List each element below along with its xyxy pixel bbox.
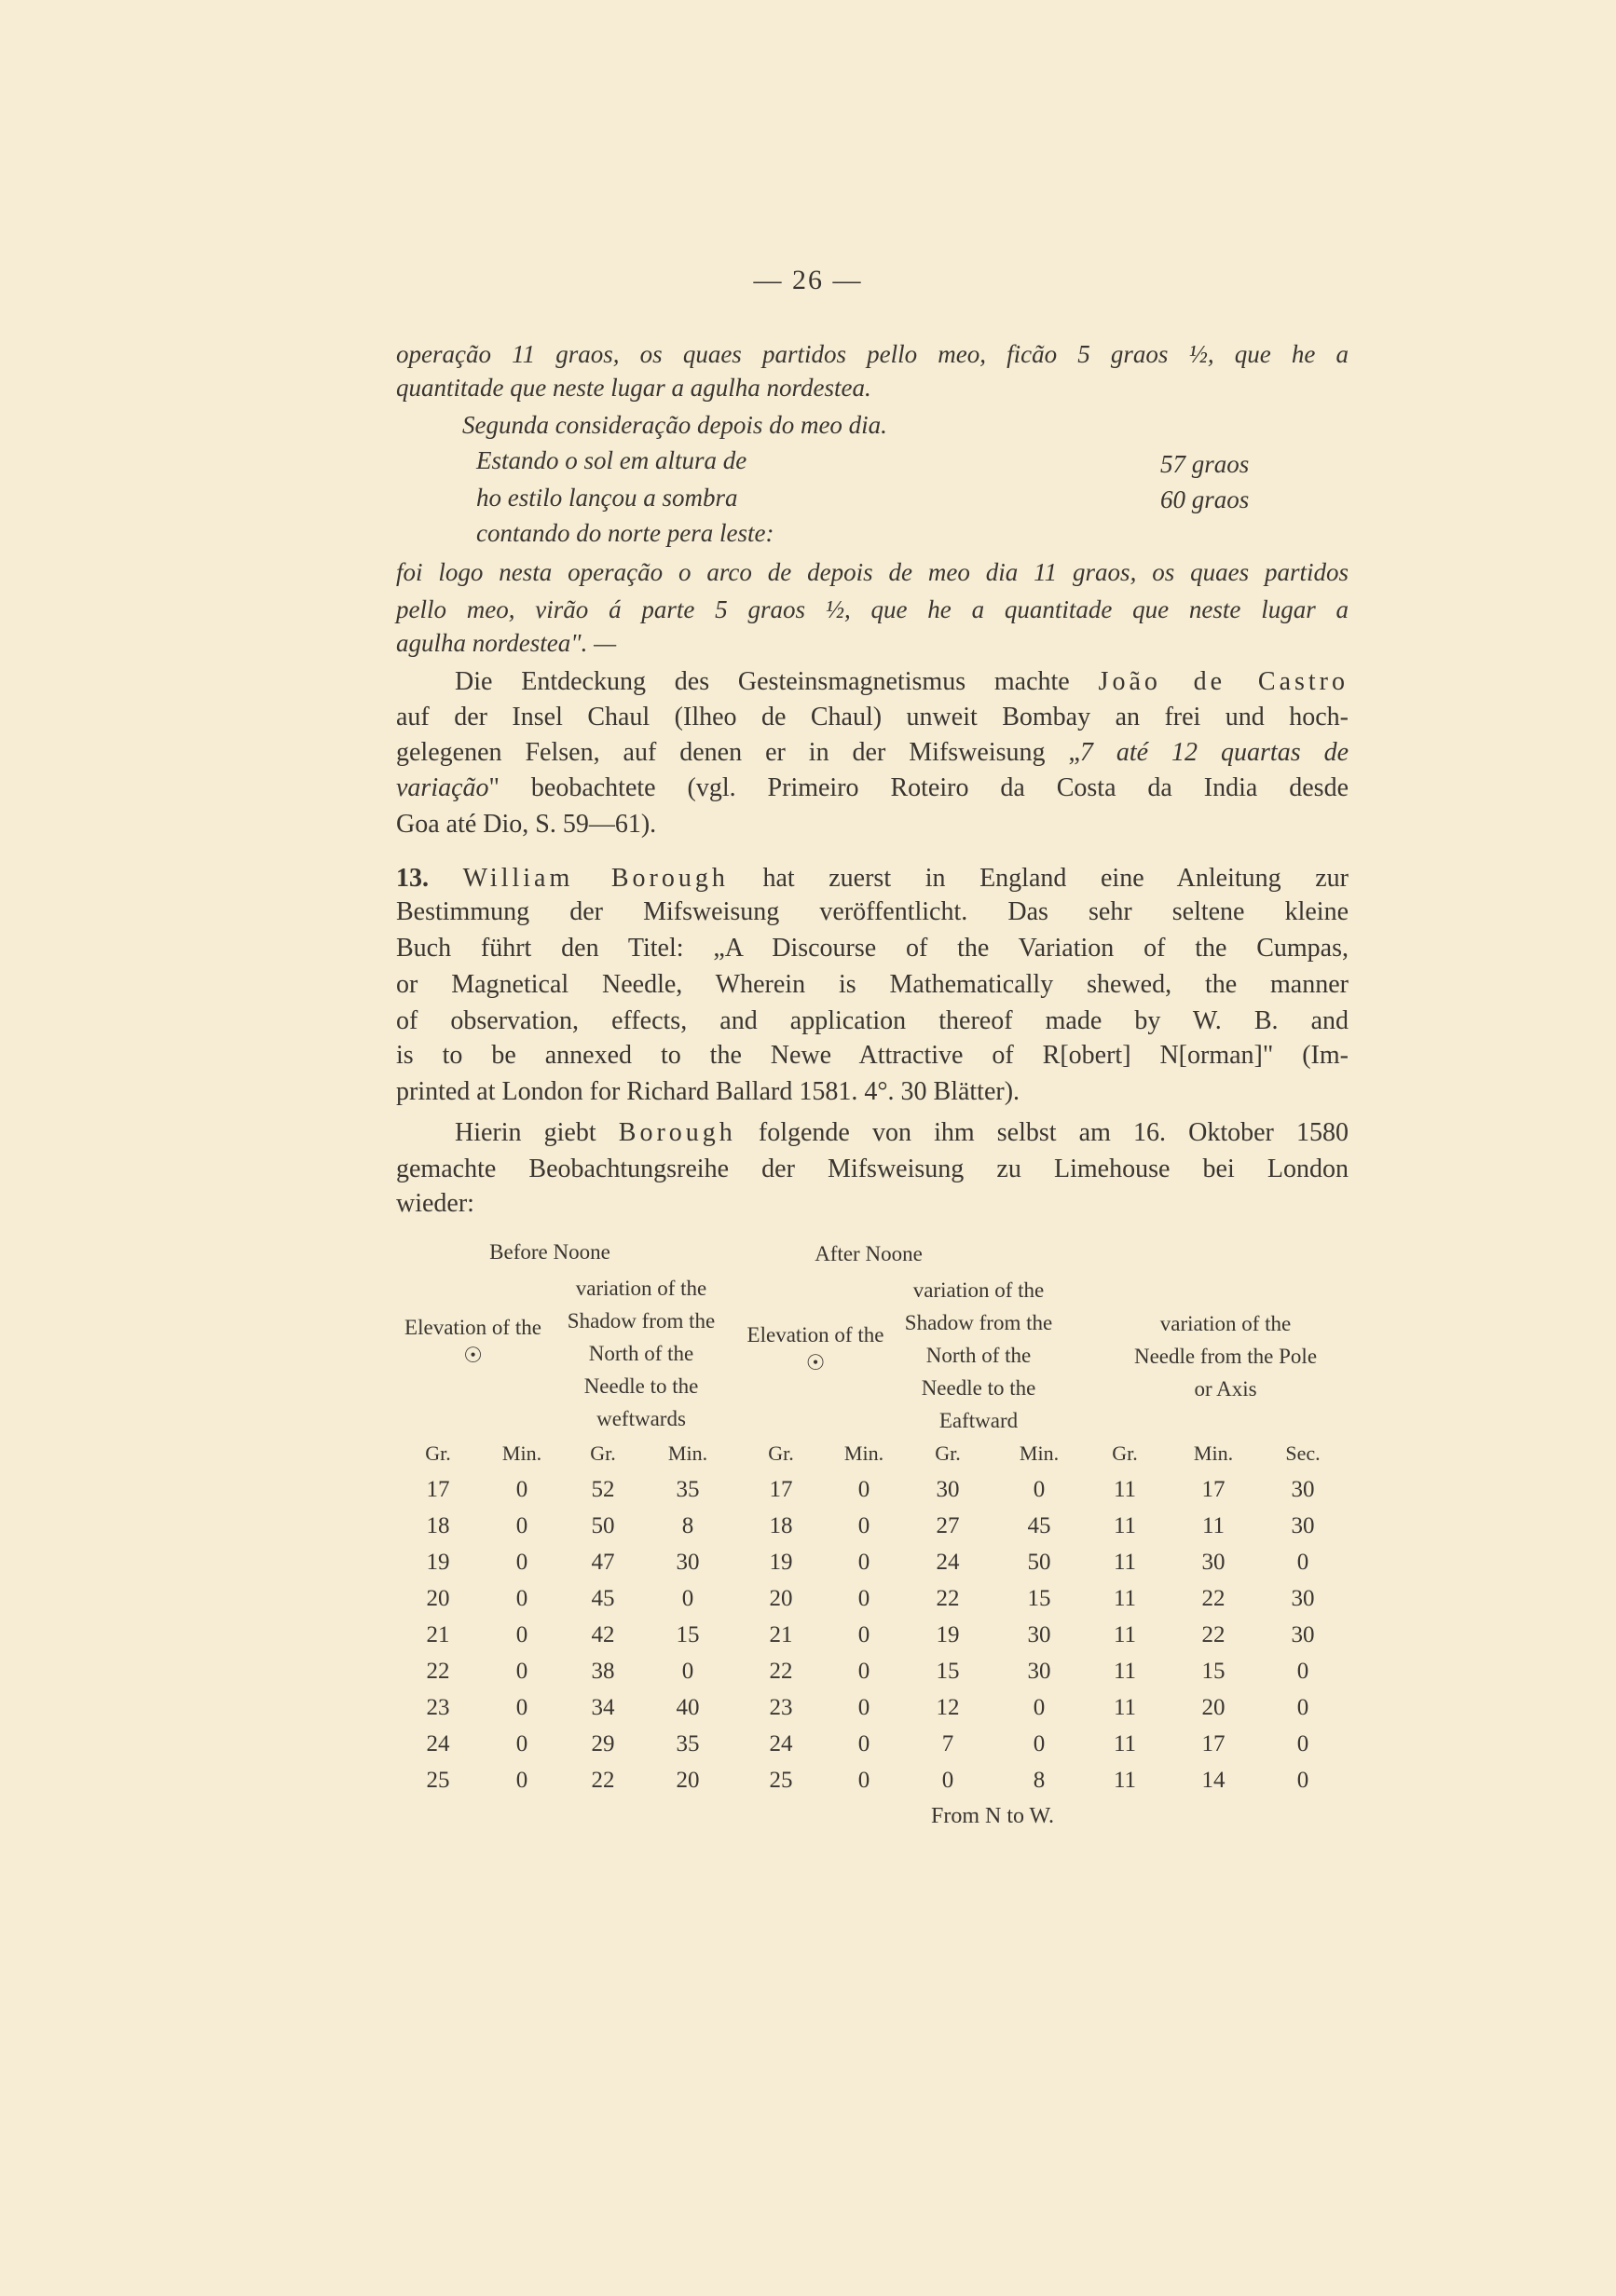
table-cell: 0 — [515, 1513, 528, 1538]
table-cell: 22 — [426, 1659, 450, 1684]
header-line: weftwards — [596, 1407, 686, 1430]
para1-line-2: auf der Insel Chaul (Ilheo de Chaul) unweit Bombay an frei und hoch- — [396, 703, 1349, 731]
header-variation-shadow-west — [548, 1272, 734, 1435]
table-cell: 30 — [1027, 1659, 1051, 1684]
table-cell: 25 — [426, 1768, 450, 1793]
table-cell: 15 — [1201, 1659, 1226, 1684]
table-cell: 0 — [857, 1659, 870, 1684]
table-cell: 0 — [857, 1586, 870, 1611]
header-line: Shadow from the — [567, 1309, 716, 1332]
table-cell: 11 — [1113, 1768, 1137, 1793]
table-cell: 22 — [1201, 1622, 1226, 1647]
table-cell: 50 — [591, 1513, 615, 1538]
table-cell: 0 — [857, 1768, 870, 1793]
table-cell: 42 — [591, 1622, 615, 1647]
para1-line-5: Goa até Dio, S. 59—61). — [396, 810, 657, 839]
table-cell: 19 — [426, 1550, 450, 1575]
table-cell: 20 — [769, 1586, 793, 1611]
unit-header: Min. — [1193, 1442, 1234, 1465]
unit-header: Sec. — [1285, 1442, 1321, 1465]
para1-line-4: variação" beobachtete (vgl. Primeiro Roteiro da Costa da India desde — [396, 773, 1349, 802]
header-line: North of the — [925, 1344, 1032, 1367]
quote-line-9: agulha nordestea". — — [396, 629, 617, 657]
table-cell: 11 — [1113, 1586, 1137, 1611]
header-line: Needle from the Pole — [1133, 1345, 1318, 1368]
header-elevation-before: Elevation of the ☉ — [404, 1316, 541, 1367]
table-cell: 30 — [1291, 1586, 1315, 1611]
table-cell: 15 — [1027, 1586, 1051, 1611]
header-variation-needle — [1086, 1307, 1365, 1405]
table-cell: 0 — [681, 1659, 694, 1684]
table-cell: 18 — [769, 1513, 793, 1538]
table-cell: 47 — [591, 1550, 615, 1575]
table-footer-note: From N to W. — [930, 1804, 1055, 1828]
table-cell: 0 — [515, 1695, 528, 1720]
table-cell: 21 — [426, 1622, 450, 1647]
table-cell: 0 — [857, 1731, 870, 1756]
quote-row1-right: 57 graos — [1160, 450, 1250, 478]
table-cell: 0 — [1296, 1659, 1309, 1684]
quote-line-7: foi logo nesta operação o arco de depois de meo dia 11 graos, os quaes partidos — [396, 558, 1349, 586]
table-cell: 45 — [1027, 1513, 1051, 1538]
header-line: variation of the — [575, 1277, 707, 1300]
table-cell: 11 — [1113, 1695, 1137, 1720]
quote-line-1: operação 11 graos, os quaes partidos pello meo, ficão 5 graos ½, que he a — [396, 340, 1349, 368]
table-cell: 0 — [515, 1586, 528, 1611]
table-cell: 19 — [769, 1550, 793, 1575]
header-line: Needle to the — [583, 1374, 699, 1398]
para2-line-4: or Magnetical Needle, Wherein is Mathematically shewed, the manner — [396, 970, 1349, 999]
para3-line-2: gemachte Beobachtungsreihe der Mifsweisung zu Limehouse bei London — [396, 1155, 1349, 1183]
table-cell: 0 — [1296, 1731, 1309, 1756]
table-cell: 11 — [1113, 1550, 1137, 1575]
quote-row2-left: ho estilo lançou a sombra — [476, 484, 738, 512]
table-cell: 30 — [1291, 1513, 1315, 1538]
unit-header: Gr. — [768, 1442, 794, 1465]
table-cell: 30 — [1291, 1477, 1315, 1502]
table-cell: 11 — [1113, 1622, 1137, 1647]
table-cell: 34 — [591, 1695, 615, 1720]
table-cell: 23 — [769, 1695, 793, 1720]
table-cell: 0 — [515, 1731, 528, 1756]
table-cell: 22 — [936, 1586, 960, 1611]
table-cell: 7 — [941, 1731, 954, 1756]
table-cell: 30 — [1027, 1622, 1051, 1647]
table-cell: 20 — [1201, 1695, 1226, 1720]
table-cell: 17 — [1201, 1731, 1226, 1756]
table-cell: 18 — [426, 1513, 450, 1538]
para2-line-2: Bestimmung der Mifsweisung veröffentlicht. Das sehr seltene kleine — [396, 897, 1349, 926]
para2-line-5: of observation, effects, and application thereof made by W. B. and — [396, 1006, 1349, 1035]
table-cell: 17 — [1201, 1477, 1226, 1502]
table-cell: 40 — [676, 1695, 700, 1720]
table-cell: 0 — [681, 1586, 694, 1611]
table-cell: 22 — [769, 1659, 793, 1684]
para2-line-6: is to be annexed to the Newe Attractive of R[obert] N[orman]" (Im- — [396, 1041, 1349, 1070]
quote-row2-right: 60 graos — [1160, 485, 1250, 513]
para2-line-1: 13. William Borough hat zuerst in England eine Anleitung zur — [396, 864, 1349, 893]
table-cell: 22 — [591, 1768, 615, 1793]
table-cell: 25 — [769, 1768, 793, 1793]
header-elevation-after: Elevation of the ☉ — [746, 1323, 884, 1374]
para3-line-3: wieder: — [396, 1189, 474, 1218]
table-cell: 0 — [515, 1477, 528, 1502]
header-after-noone: After Noone — [815, 1242, 923, 1265]
table-cell: 0 — [1033, 1695, 1046, 1720]
table-cell: 0 — [515, 1659, 528, 1684]
table-cell: 11 — [1113, 1659, 1137, 1684]
header-line: Eaftward — [938, 1409, 1019, 1432]
unit-header: Min. — [1019, 1442, 1060, 1465]
table-cell: 0 — [1033, 1731, 1046, 1756]
table-cell: 14 — [1201, 1768, 1226, 1793]
table-cell: 15 — [676, 1622, 700, 1647]
quote-line-8: pello meo, virão á parte 5 graos ½, que he a quantitade que neste lugar a — [396, 595, 1349, 623]
table-cell: 0 — [941, 1768, 954, 1793]
table-cell: 22 — [1201, 1586, 1226, 1611]
table-cell: 27 — [936, 1513, 960, 1538]
table-cell: 0 — [857, 1622, 870, 1647]
para2-line-3: Buch führt den Titel: „A Discourse of the Variation of the Cumpas, — [396, 934, 1349, 963]
table-cell: 0 — [857, 1695, 870, 1720]
table-cell: 0 — [515, 1550, 528, 1575]
table-cell: 20 — [426, 1586, 450, 1611]
table-cell: 0 — [857, 1550, 870, 1575]
para1-line-1: Die Entdeckung des Gesteinsmagnetismus machte João de Castro — [455, 667, 1349, 696]
unit-header: Gr. — [935, 1442, 961, 1465]
table-cell: 19 — [936, 1622, 960, 1647]
table-cell: 52 — [591, 1477, 615, 1502]
unit-header: Gr. — [425, 1442, 451, 1465]
header-before-noone: Before Noone — [489, 1240, 610, 1264]
table-cell: 35 — [676, 1731, 700, 1756]
header-line: Needle to the — [921, 1376, 1036, 1400]
quote-row1-left: Estando o sol em altura de — [476, 446, 747, 474]
sun-icon: ☉ — [805, 1351, 826, 1374]
para1-line-3: gelegenen Felsen, auf denen er in der Mifsweisung „7 até 12 quartas de — [396, 738, 1349, 767]
table-cell: 17 — [769, 1477, 793, 1502]
para3-line-1: Hierin giebt Borough folgende von ihm selbst am 16. Oktober 1580 — [455, 1118, 1349, 1147]
unit-header: Gr. — [1112, 1442, 1138, 1465]
table-cell: 38 — [591, 1659, 615, 1684]
table-cell: 0 — [1296, 1550, 1309, 1575]
unit-header: Min. — [667, 1442, 708, 1465]
quote-row3-left: contando do norte pera leste: — [476, 519, 774, 547]
table-cell: 17 — [426, 1477, 450, 1502]
table-cell: 0 — [515, 1768, 528, 1793]
header-variation-shadow-east — [890, 1274, 1067, 1437]
header-line: variation of the — [1159, 1312, 1292, 1335]
table-cell: 0 — [857, 1477, 870, 1502]
quote-line-2: quantitade que neste lugar a agulha nordestea. — [396, 374, 871, 402]
table-cell: 24 — [426, 1731, 450, 1756]
table-cell: 11 — [1113, 1513, 1137, 1538]
header-line: Shadow from the — [904, 1311, 1053, 1334]
table-cell: 30 — [676, 1550, 700, 1575]
quote-line-3: Segunda consideração depois do meo dia. — [462, 411, 887, 439]
table-cell: 0 — [1296, 1695, 1309, 1720]
table-cell: 23 — [426, 1695, 450, 1720]
header-line: or Axis — [1194, 1377, 1257, 1401]
table-cell: 8 — [681, 1513, 694, 1538]
table-cell: 45 — [591, 1586, 615, 1611]
table-cell: 0 — [1296, 1768, 1309, 1793]
header-line: variation of the — [912, 1278, 1045, 1302]
table-cell: 50 — [1027, 1550, 1051, 1575]
table-cell: 24 — [769, 1731, 793, 1756]
unit-header: Gr. — [590, 1442, 616, 1465]
table-cell: 11 — [1201, 1513, 1226, 1538]
table-cell: 20 — [676, 1768, 700, 1793]
sun-icon: ☉ — [463, 1344, 483, 1367]
table-cell: 8 — [1033, 1768, 1046, 1793]
table-cell: 30 — [1201, 1550, 1226, 1575]
table-cell: 35 — [676, 1477, 700, 1502]
page-number: — 26 — — [753, 265, 863, 295]
section-number: 13. — [396, 864, 429, 893]
table-cell: 15 — [936, 1659, 960, 1684]
unit-header: Min. — [843, 1442, 884, 1465]
table-cell: 0 — [857, 1513, 870, 1538]
table-cell: 24 — [936, 1550, 960, 1575]
table-cell: 30 — [936, 1477, 960, 1502]
table-cell: 0 — [1033, 1477, 1046, 1502]
table-cell: 11 — [1113, 1731, 1137, 1756]
table-cell: 12 — [936, 1695, 960, 1720]
unit-header: Min. — [501, 1442, 542, 1465]
table-cell: 21 — [769, 1622, 793, 1647]
table-cell: 29 — [591, 1731, 615, 1756]
table-cell: 11 — [1113, 1477, 1137, 1502]
table-cell: 30 — [1291, 1622, 1315, 1647]
table-cell: 0 — [515, 1622, 528, 1647]
header-line: North of the — [588, 1342, 694, 1365]
para2-line-7: printed at London for Richard Ballard 1581. 4°. 30 Blätter). — [396, 1077, 1020, 1106]
